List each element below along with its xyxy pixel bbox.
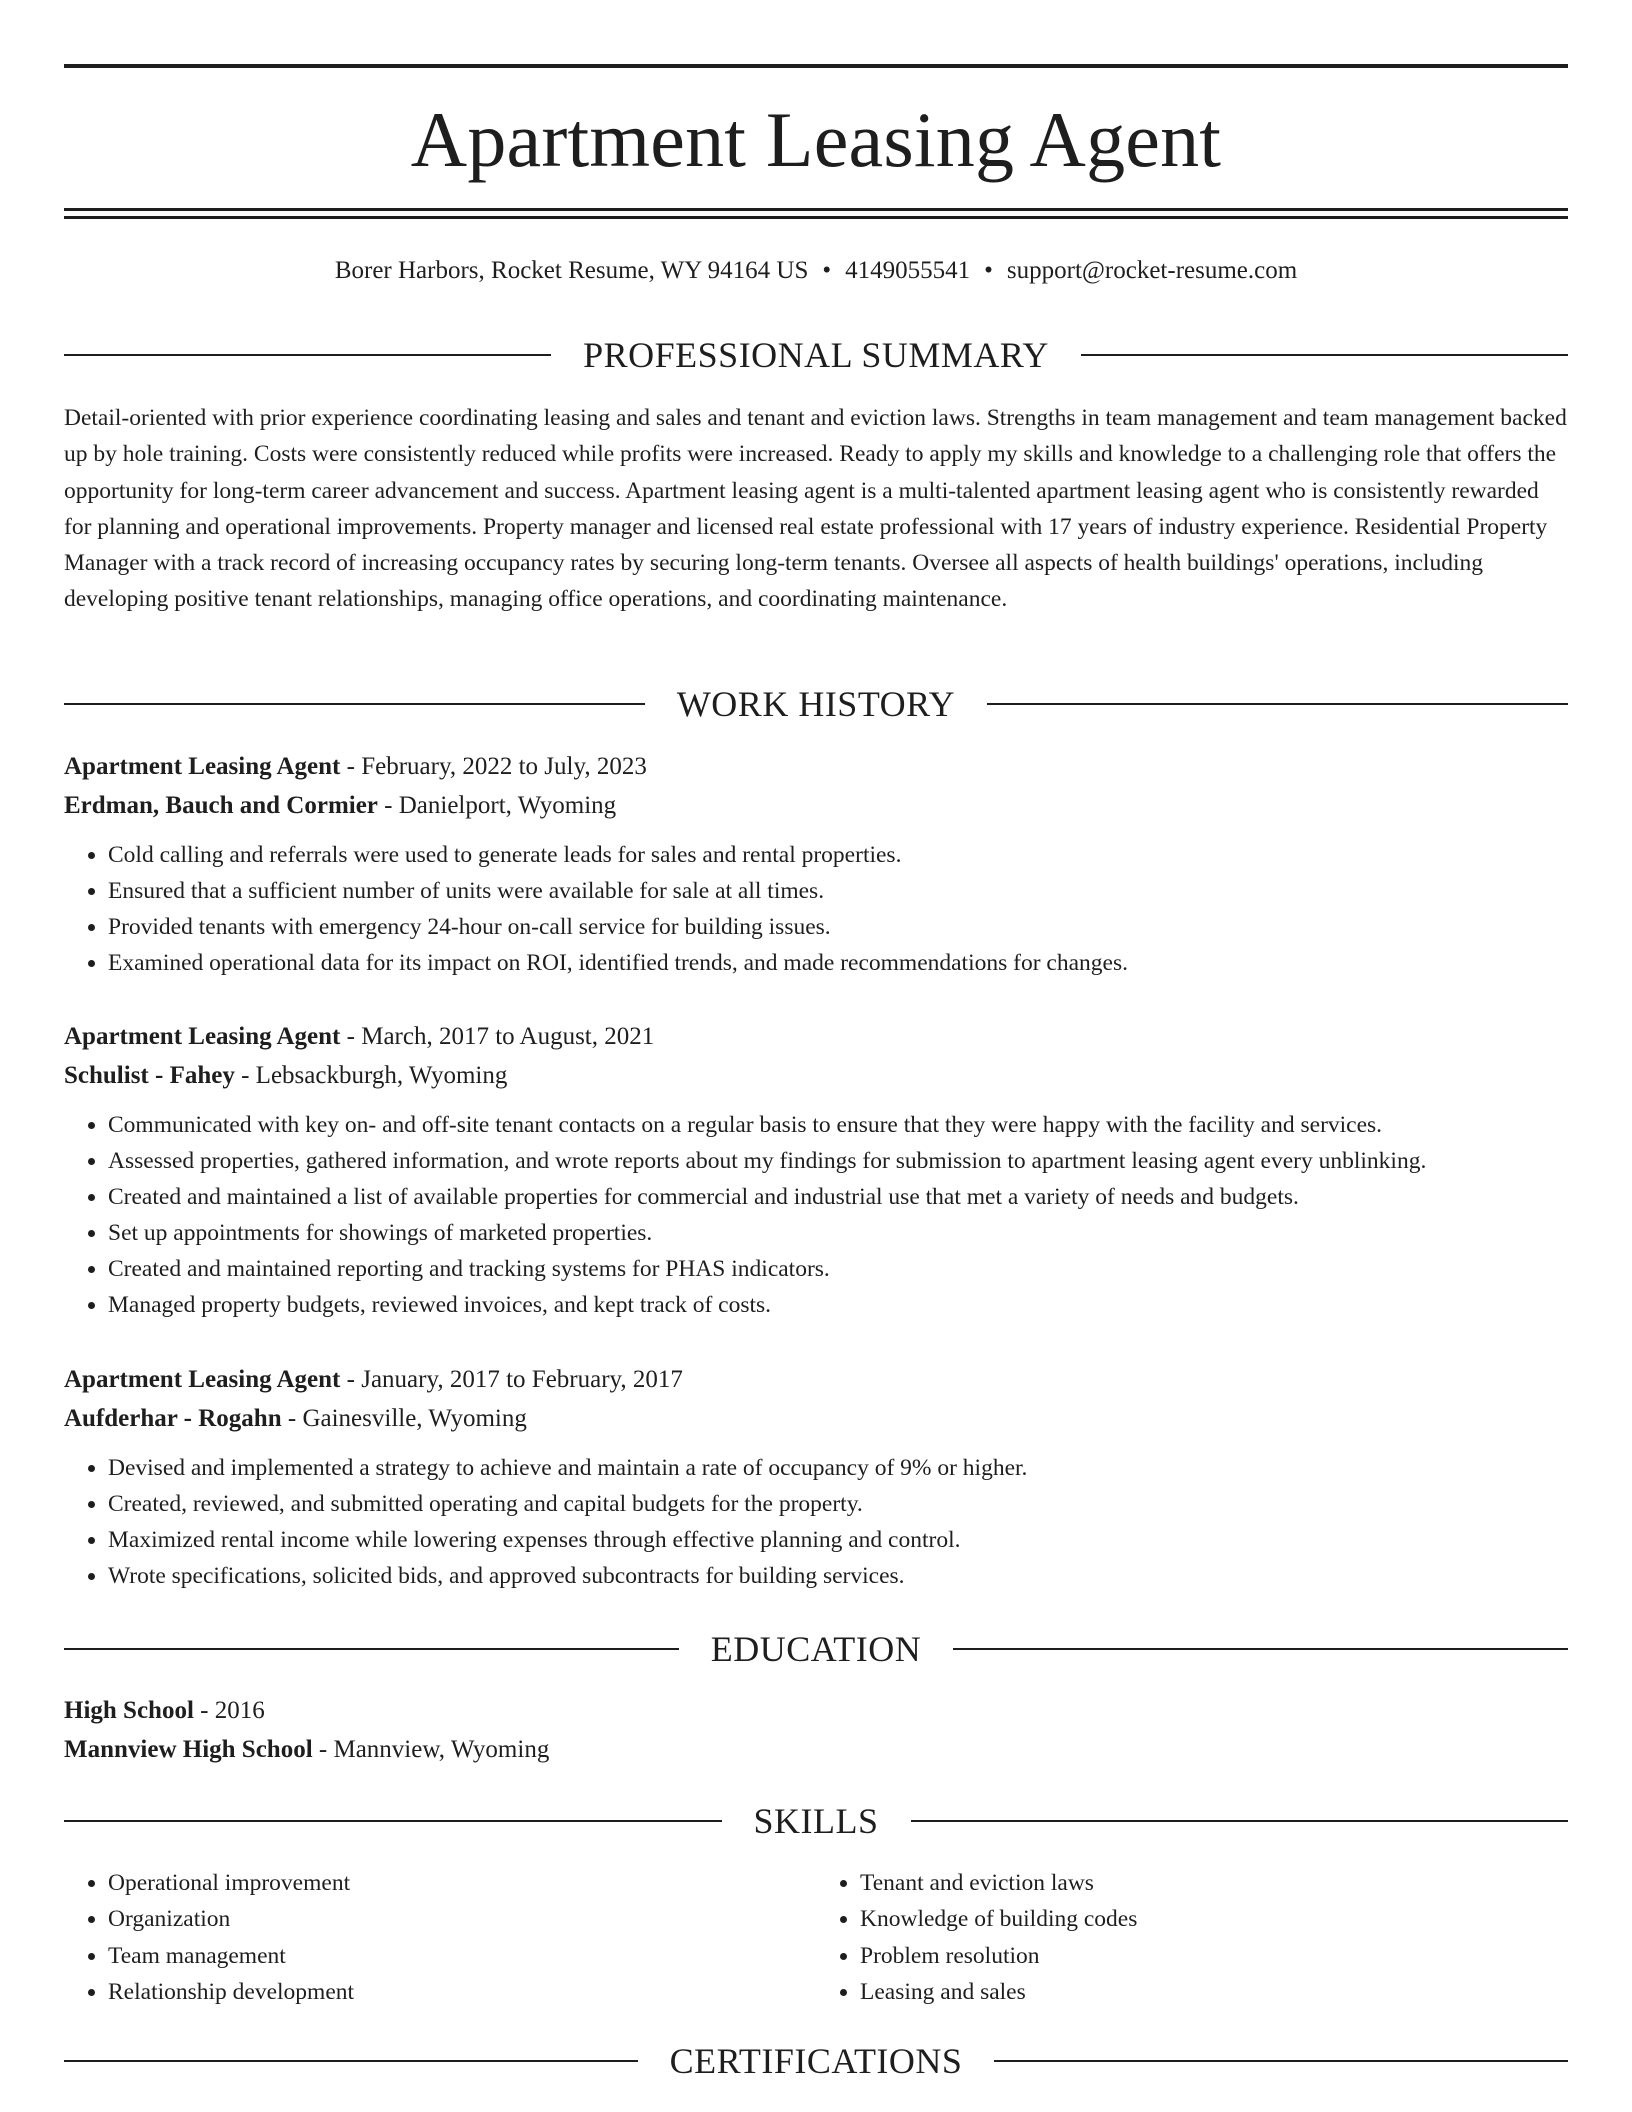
- section-header-certifications: [64, 2039, 1568, 2083]
- job-bullets: [64, 1107, 1568, 1323]
- skill-item: • Tenant and eviction laws: [860, 1865, 1568, 1901]
- job-company: Aufderhar - Rogahn: [64, 1405, 282, 1432]
- section-title: EDUCATION: [710, 1629, 922, 1669]
- skill-item: • Operational improvement: [108, 1865, 816, 1901]
- summary-paragraph: Detail-oriented with prior experience coordinating leasing and sales and tenant and eviction laws. Strengths in team management and team management backed up by hole training. Costs were consistently reduced while profits were increased. Ready to apply my skills and knowledge to a challenging role that offers the opportunity for long-term career advancement and success. Apartment leasing agent is a multi-talented apartment leasing agent who is consistently rewarded for planning and operational improvements. Property manager and licensed real estate professional with 17 years of industry experience. Residential Property Manager with a track record of increasing occupancy rates by securing long-term tenants. Oversee all aspects of health buildings' operations, including developing positive tenant relationships, managing office operations, and coordinating maintenance.: [64, 405, 1567, 613]
- contact-line: [64, 254, 1568, 288]
- education-school-line: [64, 1732, 1568, 1768]
- skill-item: • Problem resolution: [860, 1938, 1568, 1974]
- skill-item: • Organization: [108, 1901, 816, 1937]
- section-title: PROFESSIONAL SUMMARY: [583, 335, 1049, 375]
- skills-column-right: [816, 1865, 1568, 2010]
- job-location: - Lebsackburgh, Wyoming: [234, 1062, 508, 1089]
- education-year: - 2016: [193, 1697, 265, 1724]
- contact-email: support@rocket-resume.com: [1006, 257, 1298, 284]
- job-bullet: • Examined operational data for its impact on ROI, identified trends, and made recommendations for changes.: [108, 945, 1568, 981]
- job-bullet: • Devised and implemented a strategy to achieve and maintain a rate of occupancy of 9% or higher.: [108, 1450, 1568, 1486]
- job-bullet: • Cold calling and referrals were used to generate leads for sales and rental properties.: [108, 837, 1568, 873]
- job-location: - Danielport, Wyoming: [377, 792, 617, 819]
- job-bullet: • Created, reviewed, and submitted operating and capital budgets for the property.: [108, 1486, 1568, 1522]
- header-double-rule-lower: [64, 216, 1568, 219]
- job-bullet: • Created and maintained reporting and tracking systems for PHAS indicators.: [108, 1251, 1568, 1287]
- job-dates: - March, 2017 to August, 2021: [340, 1023, 655, 1050]
- skill-item: • Knowledge of building codes: [860, 1901, 1568, 1937]
- section-header-work-history: [64, 682, 1568, 726]
- education-school: Mannview High School: [64, 1736, 313, 1763]
- skills-list: [64, 1865, 1568, 2010]
- skill-item: • Leasing and sales: [860, 1974, 1568, 2010]
- job-company: Erdman, Bauch and Cormier: [64, 792, 378, 819]
- section-rule: [64, 703, 645, 705]
- section-rule: [64, 1648, 679, 1650]
- candidate-name: Apartment Leasing Agent: [410, 96, 1222, 183]
- job-company-line: [64, 788, 1568, 824]
- job-title: Apartment Leasing Agent: [64, 1023, 341, 1050]
- job-title-line: [64, 749, 1568, 785]
- education-degree-line: [64, 1693, 1568, 1729]
- section-header-skills: [64, 1799, 1568, 1843]
- header-double-rule-upper: [64, 208, 1568, 211]
- section-rule: [64, 2060, 638, 2062]
- section-rule: [953, 1648, 1568, 1650]
- header-top-rule: [64, 64, 1568, 68]
- job-bullet: • Created and maintained a list of available properties for commercial and industrial use that met a variety of needs and budgets.: [108, 1179, 1568, 1215]
- section-title: WORK HISTORY: [676, 684, 956, 724]
- contact-separator: •: [984, 257, 993, 284]
- skill-item: • Team management: [108, 1938, 816, 1974]
- job-bullet: • Provided tenants with emergency 24-hour on-call service for building issues.: [108, 909, 1568, 945]
- job-company-line: [64, 1401, 1568, 1437]
- section-rule: [64, 354, 551, 356]
- job-location: - Gainesville, Wyoming: [281, 1405, 527, 1432]
- education-entry: [64, 1693, 1568, 1768]
- job-title: Apartment Leasing Agent: [64, 1366, 341, 1393]
- job-title-line: [64, 1019, 1568, 1055]
- section-rule: [911, 1820, 1569, 1822]
- skill-item: • Relationship development: [108, 1974, 816, 2010]
- section-rule: [994, 2060, 1568, 2062]
- section-rule: [64, 1820, 722, 1822]
- job-dates: - January, 2017 to February, 2017: [340, 1366, 683, 1393]
- section-title: CERTIFICATIONS: [669, 2041, 963, 2081]
- education-location: - Mannview, Wyoming: [312, 1736, 550, 1763]
- job-entry: [64, 749, 1568, 981]
- education-degree: High School: [64, 1697, 194, 1724]
- section-title: SKILLS: [753, 1801, 879, 1841]
- job-entry: [64, 1019, 1568, 1323]
- job-title: Apartment Leasing Agent: [64, 753, 341, 780]
- job-bullet: • Assessed properties, gathered information, and wrote reports about my findings for submission to apartment leasing agent every unblinking.: [108, 1143, 1568, 1179]
- job-dates: - February, 2022 to July, 2023: [340, 753, 647, 780]
- job-title-line: [64, 1362, 1568, 1398]
- job-bullets: [64, 837, 1568, 981]
- job-bullet: • Communicated with key on- and off-site tenant contacts on a regular basis to ensure that they were happy with the facility and services.: [108, 1107, 1568, 1143]
- job-bullet: • Wrote specifications, solicited bids, and approved subcontracts for building services.: [108, 1558, 1568, 1594]
- contact-separator: •: [822, 257, 832, 284]
- contact-address: Borer Harbors, Rocket Resume, WY 94164 US: [334, 257, 809, 284]
- contact-phone: 4149055541: [845, 257, 971, 284]
- job-company-line: [64, 1058, 1568, 1094]
- job-bullet: • Ensured that a sufficient number of units were available for sale at all times.: [108, 873, 1568, 909]
- job-company: Schulist - Fahey: [64, 1062, 235, 1089]
- skills-column-left: [64, 1865, 816, 2010]
- section-rule: [987, 703, 1568, 705]
- job-bullet: • Set up appointments for showings of marketed properties.: [108, 1215, 1568, 1251]
- job-bullet: • Maximized rental income while lowering expenses through effective planning and control.: [108, 1522, 1568, 1558]
- section-header-education: [64, 1627, 1568, 1671]
- job-bullet: • Managed property budgets, reviewed invoices, and kept track of costs.: [108, 1287, 1568, 1323]
- section-header-summary: [64, 333, 1568, 377]
- section-rule: [1081, 354, 1568, 356]
- job-bullets: [64, 1450, 1568, 1594]
- job-entry: [64, 1362, 1568, 1594]
